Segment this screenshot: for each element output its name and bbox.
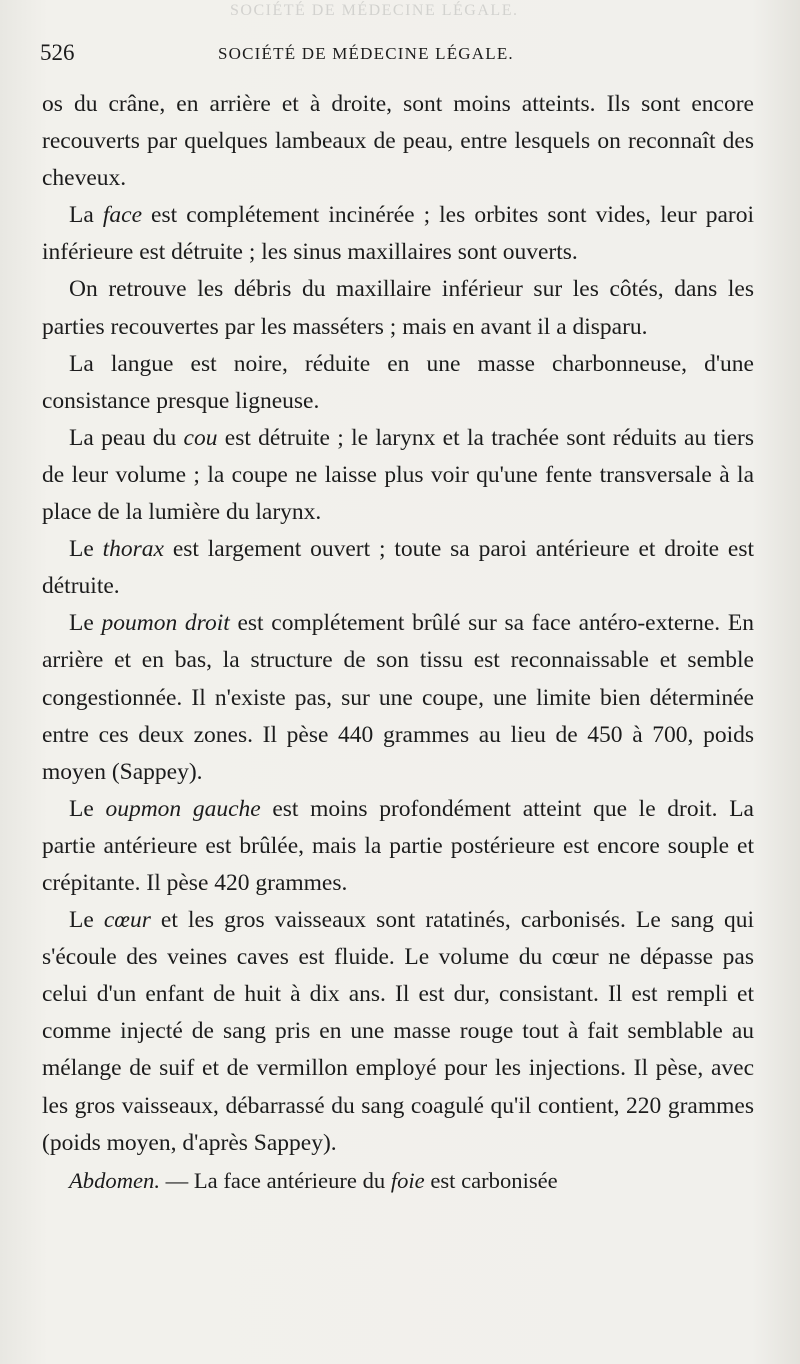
italic-term: oupmon gauche — [105, 795, 261, 822]
paragraph — [42, 420, 754, 531]
text-run: est complétement incinérée ; les orbites sont vides, leur paroi inférieure est détruite ; les sinus maxillaires sont ouverts. — [42, 202, 754, 266]
text-run: est détruite ; le larynx et la trachée sont réduits au tiers de leur volume ; la coupe ne laisse plus voir qu'une fente transversale à la place de la lumière du larynx. — [42, 424, 754, 526]
paragraph — [42, 902, 754, 1162]
text-run: Le — [69, 536, 103, 563]
text-run: La langue est noire, réduite en une masse charbonneuse, d'une consistance presque ligneuse. — [42, 350, 754, 414]
text-run: On retrouve les débris du maxillaire inférieur sur les côtés, dans les parties recouvertes par les masséters ; mais en avant il a disparu. — [42, 276, 754, 340]
paragraph — [42, 197, 754, 271]
running-title: SOCIÉTÉ DE MÉDECINE LÉGALE. — [218, 44, 514, 63]
italic-term: poumon droit — [101, 610, 230, 637]
text-run: La peau du — [69, 424, 184, 451]
text-run: La — [69, 202, 103, 229]
text-run: est carbonisée — [424, 1167, 558, 1193]
paragraph — [42, 271, 754, 345]
italic-term: cœur — [103, 907, 151, 934]
text-run: Le — [69, 907, 104, 934]
text-run: Le — [69, 795, 106, 822]
paragraph — [42, 531, 754, 605]
italic-term: face — [102, 202, 142, 229]
paragraph — [42, 791, 754, 902]
text-run: os du crâne, en arrière et à droite, sont moins atteints. Ils sont encore recouverts par quelques lambeaux de peau, entre lesquels on reconnaît des cheveux. — [42, 91, 754, 192]
text-run: est complétement brûlé sur sa face antéro-externe. En arrière et en bas, la structure de son tissu est reconnaissable et semble congestionnée. Il n'existe pas, sur une coupe, une limite bien déterminée entre ces deux zones. Il pèse 440 grammes au lieu de 450 à 700, poids moyen (Sappey). — [42, 610, 754, 785]
body-text — [42, 86, 754, 1199]
text-run: Le — [69, 610, 102, 637]
paragraph — [42, 346, 754, 420]
text-run: est moins profondément atteint que le droit. La partie antérieure est brûlée, mais la partie postérieure est encore souple et crépitante. Il pèse 420 grammes. — [42, 795, 754, 896]
paragraph — [42, 1162, 754, 1199]
paragraph — [42, 605, 754, 790]
text-run: — La face antérieure du — [159, 1167, 391, 1193]
italic-term: thorax — [102, 536, 164, 563]
page-number: 526 — [40, 40, 75, 65]
page-header — [40, 40, 760, 70]
italic-term: Abdomen. — [69, 1167, 160, 1193]
text-run: et les gros vaisseaux sont ratatinés, carbonisés. Le sang qui s'écoule des veines caves est fluide. Le volume du cœur ne dépasse pas celui d'un enfant de huit à dix ans. Il est dur, consistant. Il est rempli et comme injecté de sang pris en une masse rouge tout à fait semblable au mélange de suif et de vermillon employé pour les injections. Il pèse, avec les gros vaisseaux, débarrassé du sang coagulé qu'il contient, 220 grammes (poids moyen, d'après Sappey). — [42, 907, 754, 1156]
italic-term: cou — [183, 424, 218, 451]
text-run: est largement ouvert ; toute sa paroi antérieure et droite est détruite. — [42, 536, 754, 600]
paragraph — [42, 86, 754, 197]
italic-term: foie — [390, 1167, 425, 1193]
bleed-through-text: SOCIÉTÉ DE MÉDECINE LÉGALE. — [230, 2, 519, 19]
